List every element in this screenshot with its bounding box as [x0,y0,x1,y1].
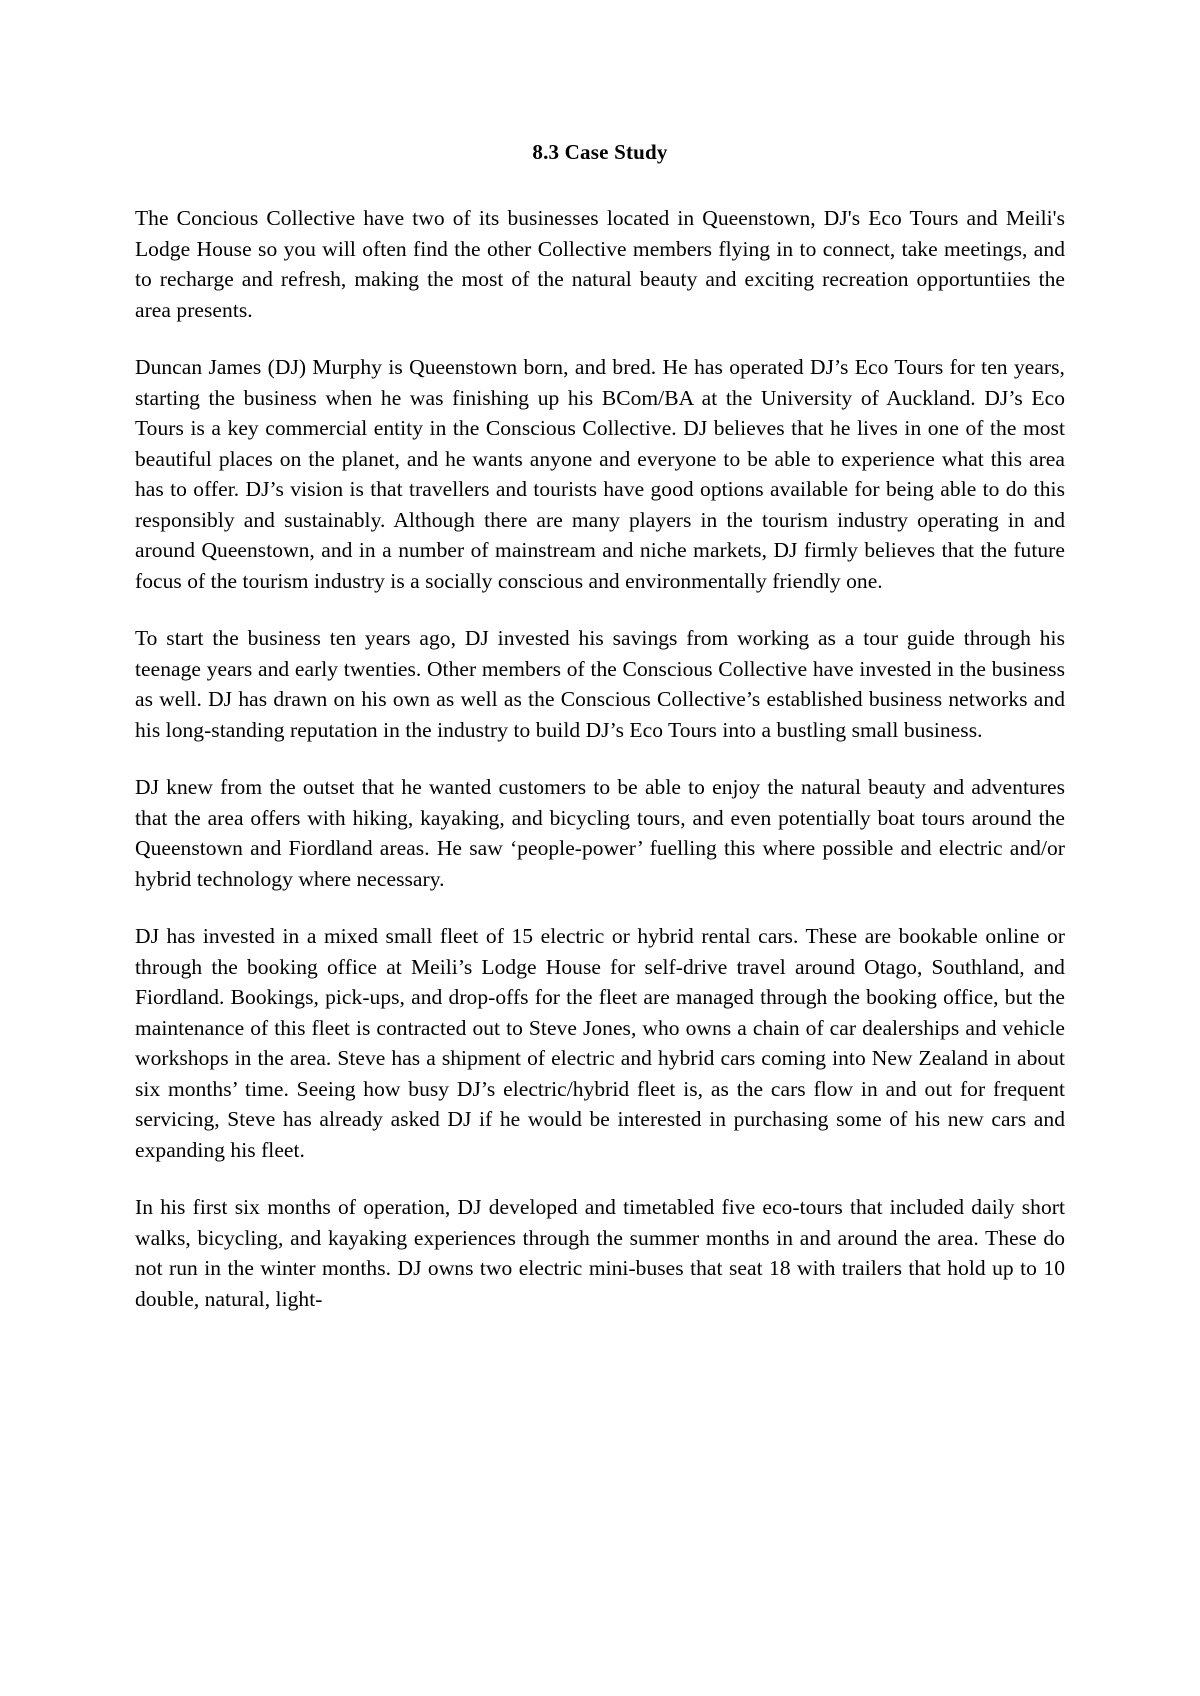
body-paragraph: In his first six months of operation, DJ developed and timetabled five eco-tours that included daily short walks, bicycling, and kayaking experiences through the summer months in and around the area. These do not run in the winter months. DJ owns two electric mini-buses that seat 18 with trailers that hold up to 10 double, natural, light- [135,1195,1065,1311]
body-paragraph: DJ has invested in a mixed small fleet of 15 electric or hybrid rental cars. These are bookable online or through the booking office at Meili’s Lodge House for self-drive travel around Otago, Southland, and Fiordland. Bookings, pick-ups, and drop-offs for the fleet are managed through the booking office, but the maintenance of this fleet is contracted out to Steve Jones, who owns a chain of car dealerships and vehicle workshops in the area. Steve has a shipment of electric and hybrid cars coming into New Zealand in about six months’ time. Seeing how busy DJ’s electric/hybrid fleet is, as the cars flow in and out for frequent servicing, Steve has already asked DJ if he would be interested in purchasing some of his new cars and expanding his fleet. [135,924,1065,1162]
body-paragraph: DJ knew from the outset that he wanted customers to be able to enjoy the natural beauty and adventures that the area offers with hiking, kayaking, and bicycling tours, and even potentially boat tours around the Queenstown and Fiordland areas. He saw ‘people-power’ fuelling this where possible and electric and/or hybrid technology where necessary. [135,775,1065,891]
body-paragraph: The Concious Collective have two of its businesses located in Queenstown, DJ's Eco Tours and Meili's Lodge House so you will often find the other Collective members flying in to connect, take meetings, and to recharge and refresh, making the most of the natural beauty and exciting recreation opportuntiies the area presents. [135,206,1065,322]
body-paragraph: Duncan James (DJ) Murphy is Queenstown born, and bred. He has operated DJ’s Eco Tours for ten years, starting the business when he was finishing up his BCom/BA at the University of Auckland. DJ’s Eco Tours is a key commercial entity in the Conscious Collective. DJ believes that he lives in one of the most beautiful places on the planet, and he wants anyone and everyone to be able to experience what this area has to offer. DJ’s vision is that travellers and tourists have good options available for being able to do this responsibly and sustainably. Although there are many players in the tourism industry operating in and around Queenstown, and in a number of mainstream and niche markets, DJ firmly believes that the future focus of the tourism industry is a socially conscious and environmentally friendly one. [135,355,1065,593]
body-paragraph: To start the business ten years ago, DJ invested his savings from working as a tour guide through his teenage years and early twenties. Other members of the Conscious Collective have invested in the business as well. DJ has drawn on his own as well as the Conscious Collective’s established business networks and his long-standing reputation in the industry to build DJ’s Eco Tours into a bustling small business. [135,626,1065,742]
page-title: 8.3 Case Study [532,140,668,164]
